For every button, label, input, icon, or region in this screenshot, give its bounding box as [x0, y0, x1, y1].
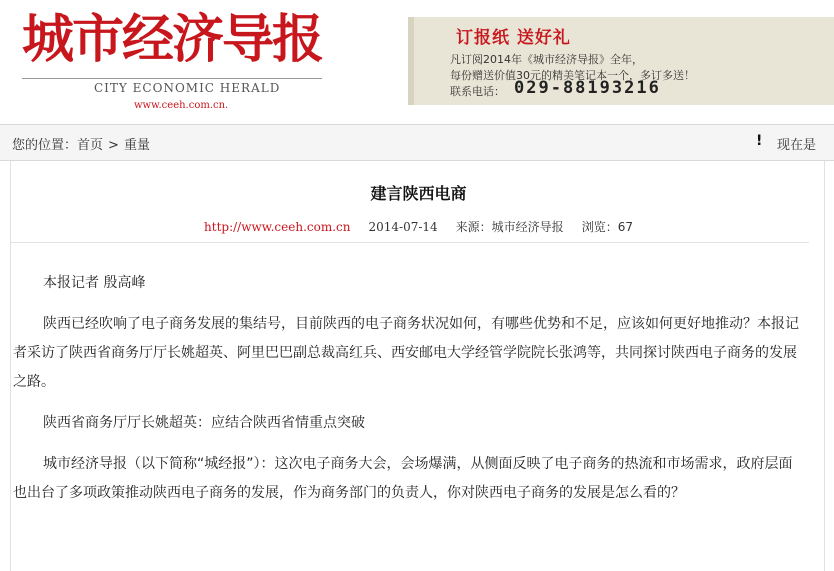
logo-url: www.ceeh.com.cn. [134, 100, 229, 111]
article-subheading: 陕西省商务厅厅长姚超英：应结合陕西省情重点突破 [43, 415, 365, 431]
site-logo[interactable] [22, 8, 342, 111]
meta-divider [11, 242, 809, 243]
article-date: 2014-07-14 [368, 220, 438, 234]
article-title: 建言陕西电商 [370, 184, 467, 203]
article-paragraph: 城市经济导报（以下简称“城经报”）：这次电子商务大会，会场爆满，从侧面反映了电子商务的热流和市场需求，政府层面也出台了多项政策推动陕西电子商务的发展，作为商务部门的负责人，你对陕西电子商务的发展是怎么看的？ [13, 456, 793, 501]
breadcrumb-current-link[interactable]: 重量 [123, 138, 150, 153]
ad-title: 订报纸 送好礼 [456, 28, 571, 48]
article-byline: 本报记者 殷高峰 [43, 275, 146, 291]
article-meta [11, 218, 826, 235]
article-paragraph: 陕西已经吹响了电子商务发展的集结号，目前陕西的电子商务状况如何，有哪些优势和不足，应该如何更好地推动？本报记者采访了陕西省商务厅厅长姚超英、阿里巴巴副总裁高红兵、西安邮电大学经管学院院长张鸿等，共同探讨陕西电子商务的发展之路。 [13, 316, 799, 390]
logo-english-name: CITY ECONOMIC HERALD [94, 81, 281, 95]
notice-icon: ! [756, 133, 763, 149]
breadcrumb-bar [0, 124, 834, 161]
site-header [0, 0, 834, 112]
breadcrumb-separator: > [108, 138, 119, 153]
logo-rule [22, 78, 322, 79]
article-body [13, 269, 805, 520]
breadcrumb [12, 134, 150, 153]
subscription-ad-banner[interactable] [408, 17, 834, 105]
article-source-url[interactable]: http://www.ceeh.com.cn [204, 220, 351, 234]
breadcrumb-home-link[interactable]: 首页 [77, 138, 104, 153]
breadcrumb-label: 您的位置： [12, 138, 78, 153]
logo-title: 城市经济导报 [22, 9, 323, 70]
ad-phone-label: 联系电话： [450, 85, 505, 98]
ad-line-1: 凡订阅2014年《城市经济导报》全年， [450, 53, 643, 66]
ad-phone-number: 029-88193216 [514, 78, 661, 98]
ad-line-2: 每份赠送价值30元的精美笔记本一个，多订多送！ [450, 69, 695, 82]
article-views: 浏览：67 [581, 220, 633, 234]
article-panel [10, 161, 825, 571]
article-source: 来源：城市经济导报 [455, 220, 564, 234]
notice-text: 现在是 [777, 138, 817, 153]
